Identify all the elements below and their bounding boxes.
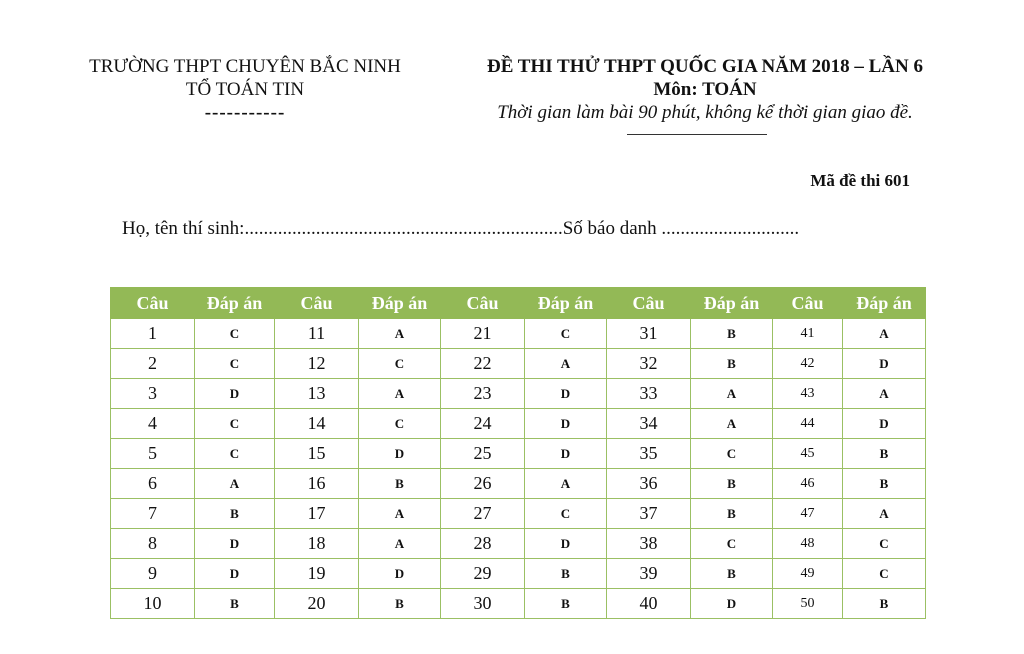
answer-cell: C <box>195 439 275 469</box>
answer-cell: B <box>843 589 926 619</box>
question-number-cell: 38 <box>607 529 691 559</box>
answer-cell: D <box>843 409 926 439</box>
answer-cell: C <box>691 529 773 559</box>
answer-cell: C <box>195 409 275 439</box>
answer-cell: A <box>359 529 441 559</box>
department-name: TỔ TOÁN TIN <box>185 79 305 100</box>
question-number-cell: 14 <box>275 409 359 439</box>
table-row <box>111 319 926 349</box>
table-row <box>111 589 926 619</box>
table-row <box>111 559 926 589</box>
question-number-cell: 36 <box>607 469 691 499</box>
answer-cell: B <box>691 319 773 349</box>
exam-time-note: Thời gian làm bài 90 phút, không kể thời gian giao đề. <box>497 102 913 123</box>
answer-cell: A <box>843 319 926 349</box>
school-name: TRƯỜNG THPT CHUYÊN BẮC NINH <box>89 56 401 77</box>
question-number-cell: 48 <box>773 529 843 559</box>
answer-cell: B <box>843 469 926 499</box>
question-number-cell: 17 <box>275 499 359 529</box>
answer-cell: B <box>359 469 441 499</box>
question-number-cell: 28 <box>441 529 525 559</box>
exam-header <box>440 55 970 124</box>
question-number-cell: 22 <box>441 349 525 379</box>
answer-cell: A <box>195 469 275 499</box>
column-header-answer: Đáp án <box>525 288 607 319</box>
question-number-cell: 43 <box>773 379 843 409</box>
question-number-cell: 11 <box>275 319 359 349</box>
question-number-cell: 39 <box>607 559 691 589</box>
exam-subject: Môn: TOÁN <box>653 79 757 100</box>
exam-code: Mã đề thi 601 <box>810 171 910 190</box>
question-number-cell: 32 <box>607 349 691 379</box>
answer-cell: C <box>525 499 607 529</box>
column-header-question: Câu <box>773 288 843 319</box>
question-number-cell: 44 <box>773 409 843 439</box>
answer-cell: C <box>843 559 926 589</box>
question-number-cell: 42 <box>773 349 843 379</box>
question-number-cell: 4 <box>111 409 195 439</box>
question-number-cell: 15 <box>275 439 359 469</box>
answer-cell: C <box>195 349 275 379</box>
answer-cell: C <box>195 319 275 349</box>
question-number-cell: 31 <box>607 319 691 349</box>
answer-cell: B <box>525 559 607 589</box>
table-row <box>111 409 926 439</box>
answer-cell: A <box>691 379 773 409</box>
header-separator: ----------- <box>204 102 286 123</box>
question-number-cell: 35 <box>607 439 691 469</box>
answer-cell: D <box>359 439 441 469</box>
question-number-cell: 46 <box>773 469 843 499</box>
question-number-cell: 49 <box>773 559 843 589</box>
question-number-cell: 18 <box>275 529 359 559</box>
answer-cell: D <box>195 559 275 589</box>
exam-title: ĐỀ THI THỬ THPT QUỐC GIA NĂM 2018 – LẦN 6 <box>486 56 923 77</box>
answer-cell: C <box>525 319 607 349</box>
answer-cell: B <box>843 439 926 469</box>
question-number-cell: 20 <box>275 589 359 619</box>
question-number-cell: 6 <box>111 469 195 499</box>
question-number-cell: 19 <box>275 559 359 589</box>
table-row <box>111 439 926 469</box>
table-row <box>111 469 926 499</box>
candidate-info-line: Họ, tên thí sinh:...................................................................Số báo danh ............................. <box>122 218 800 239</box>
answer-cell: D <box>359 559 441 589</box>
answer-cell: A <box>359 499 441 529</box>
table-row <box>111 349 926 379</box>
question-number-cell: 50 <box>773 589 843 619</box>
answer-cell: C <box>843 529 926 559</box>
answer-table-header-row <box>111 288 926 319</box>
question-number-cell: 8 <box>111 529 195 559</box>
answer-cell: D <box>525 439 607 469</box>
answer-cell: C <box>359 349 441 379</box>
answer-table-body <box>111 319 926 619</box>
answer-cell: A <box>691 409 773 439</box>
table-row <box>111 379 926 409</box>
column-header-question: Câu <box>607 288 691 319</box>
question-number-cell: 13 <box>275 379 359 409</box>
question-number-cell: 9 <box>111 559 195 589</box>
question-number-cell: 29 <box>441 559 525 589</box>
answer-cell: D <box>525 379 607 409</box>
answer-cell: D <box>843 349 926 379</box>
question-number-cell: 1 <box>111 319 195 349</box>
question-number-cell: 2 <box>111 349 195 379</box>
exam-header-rule <box>627 134 767 135</box>
answer-cell: B <box>691 499 773 529</box>
question-number-cell: 47 <box>773 499 843 529</box>
question-number-cell: 21 <box>441 319 525 349</box>
question-number-cell: 16 <box>275 469 359 499</box>
answer-cell: A <box>359 379 441 409</box>
column-header-question: Câu <box>275 288 359 319</box>
answer-cell: D <box>195 529 275 559</box>
school-header <box>70 55 420 124</box>
column-header-answer: Đáp án <box>843 288 926 319</box>
question-number-cell: 37 <box>607 499 691 529</box>
question-number-cell: 12 <box>275 349 359 379</box>
question-number-cell: 3 <box>111 379 195 409</box>
question-number-cell: 40 <box>607 589 691 619</box>
answer-cell: A <box>843 499 926 529</box>
question-number-cell: 23 <box>441 379 525 409</box>
question-number-cell: 41 <box>773 319 843 349</box>
question-number-cell: 34 <box>607 409 691 439</box>
table-row <box>111 529 926 559</box>
question-number-cell: 5 <box>111 439 195 469</box>
question-number-cell: 7 <box>111 499 195 529</box>
answer-cell: D <box>525 409 607 439</box>
answer-cell: D <box>525 529 607 559</box>
answer-cell: A <box>525 469 607 499</box>
answer-key-table <box>110 287 926 619</box>
table-row <box>111 499 926 529</box>
question-number-cell: 33 <box>607 379 691 409</box>
answer-cell: B <box>525 589 607 619</box>
answer-cell: B <box>195 589 275 619</box>
answer-cell: A <box>359 319 441 349</box>
answer-cell: B <box>691 559 773 589</box>
answer-cell: B <box>691 469 773 499</box>
column-header-answer: Đáp án <box>691 288 773 319</box>
answer-cell: B <box>691 349 773 379</box>
answer-cell: C <box>691 439 773 469</box>
column-header-question: Câu <box>441 288 525 319</box>
question-number-cell: 24 <box>441 409 525 439</box>
question-number-cell: 10 <box>111 589 195 619</box>
answer-cell: D <box>195 379 275 409</box>
column-header-answer: Đáp án <box>359 288 441 319</box>
column-header-answer: Đáp án <box>195 288 275 319</box>
question-number-cell: 30 <box>441 589 525 619</box>
column-header-question: Câu <box>111 288 195 319</box>
answer-cell: A <box>843 379 926 409</box>
answer-cell: B <box>195 499 275 529</box>
question-number-cell: 26 <box>441 469 525 499</box>
answer-cell: D <box>691 589 773 619</box>
question-number-cell: 27 <box>441 499 525 529</box>
answer-cell: B <box>359 589 441 619</box>
answer-cell: A <box>525 349 607 379</box>
question-number-cell: 25 <box>441 439 525 469</box>
answer-cell: C <box>359 409 441 439</box>
question-number-cell: 45 <box>773 439 843 469</box>
